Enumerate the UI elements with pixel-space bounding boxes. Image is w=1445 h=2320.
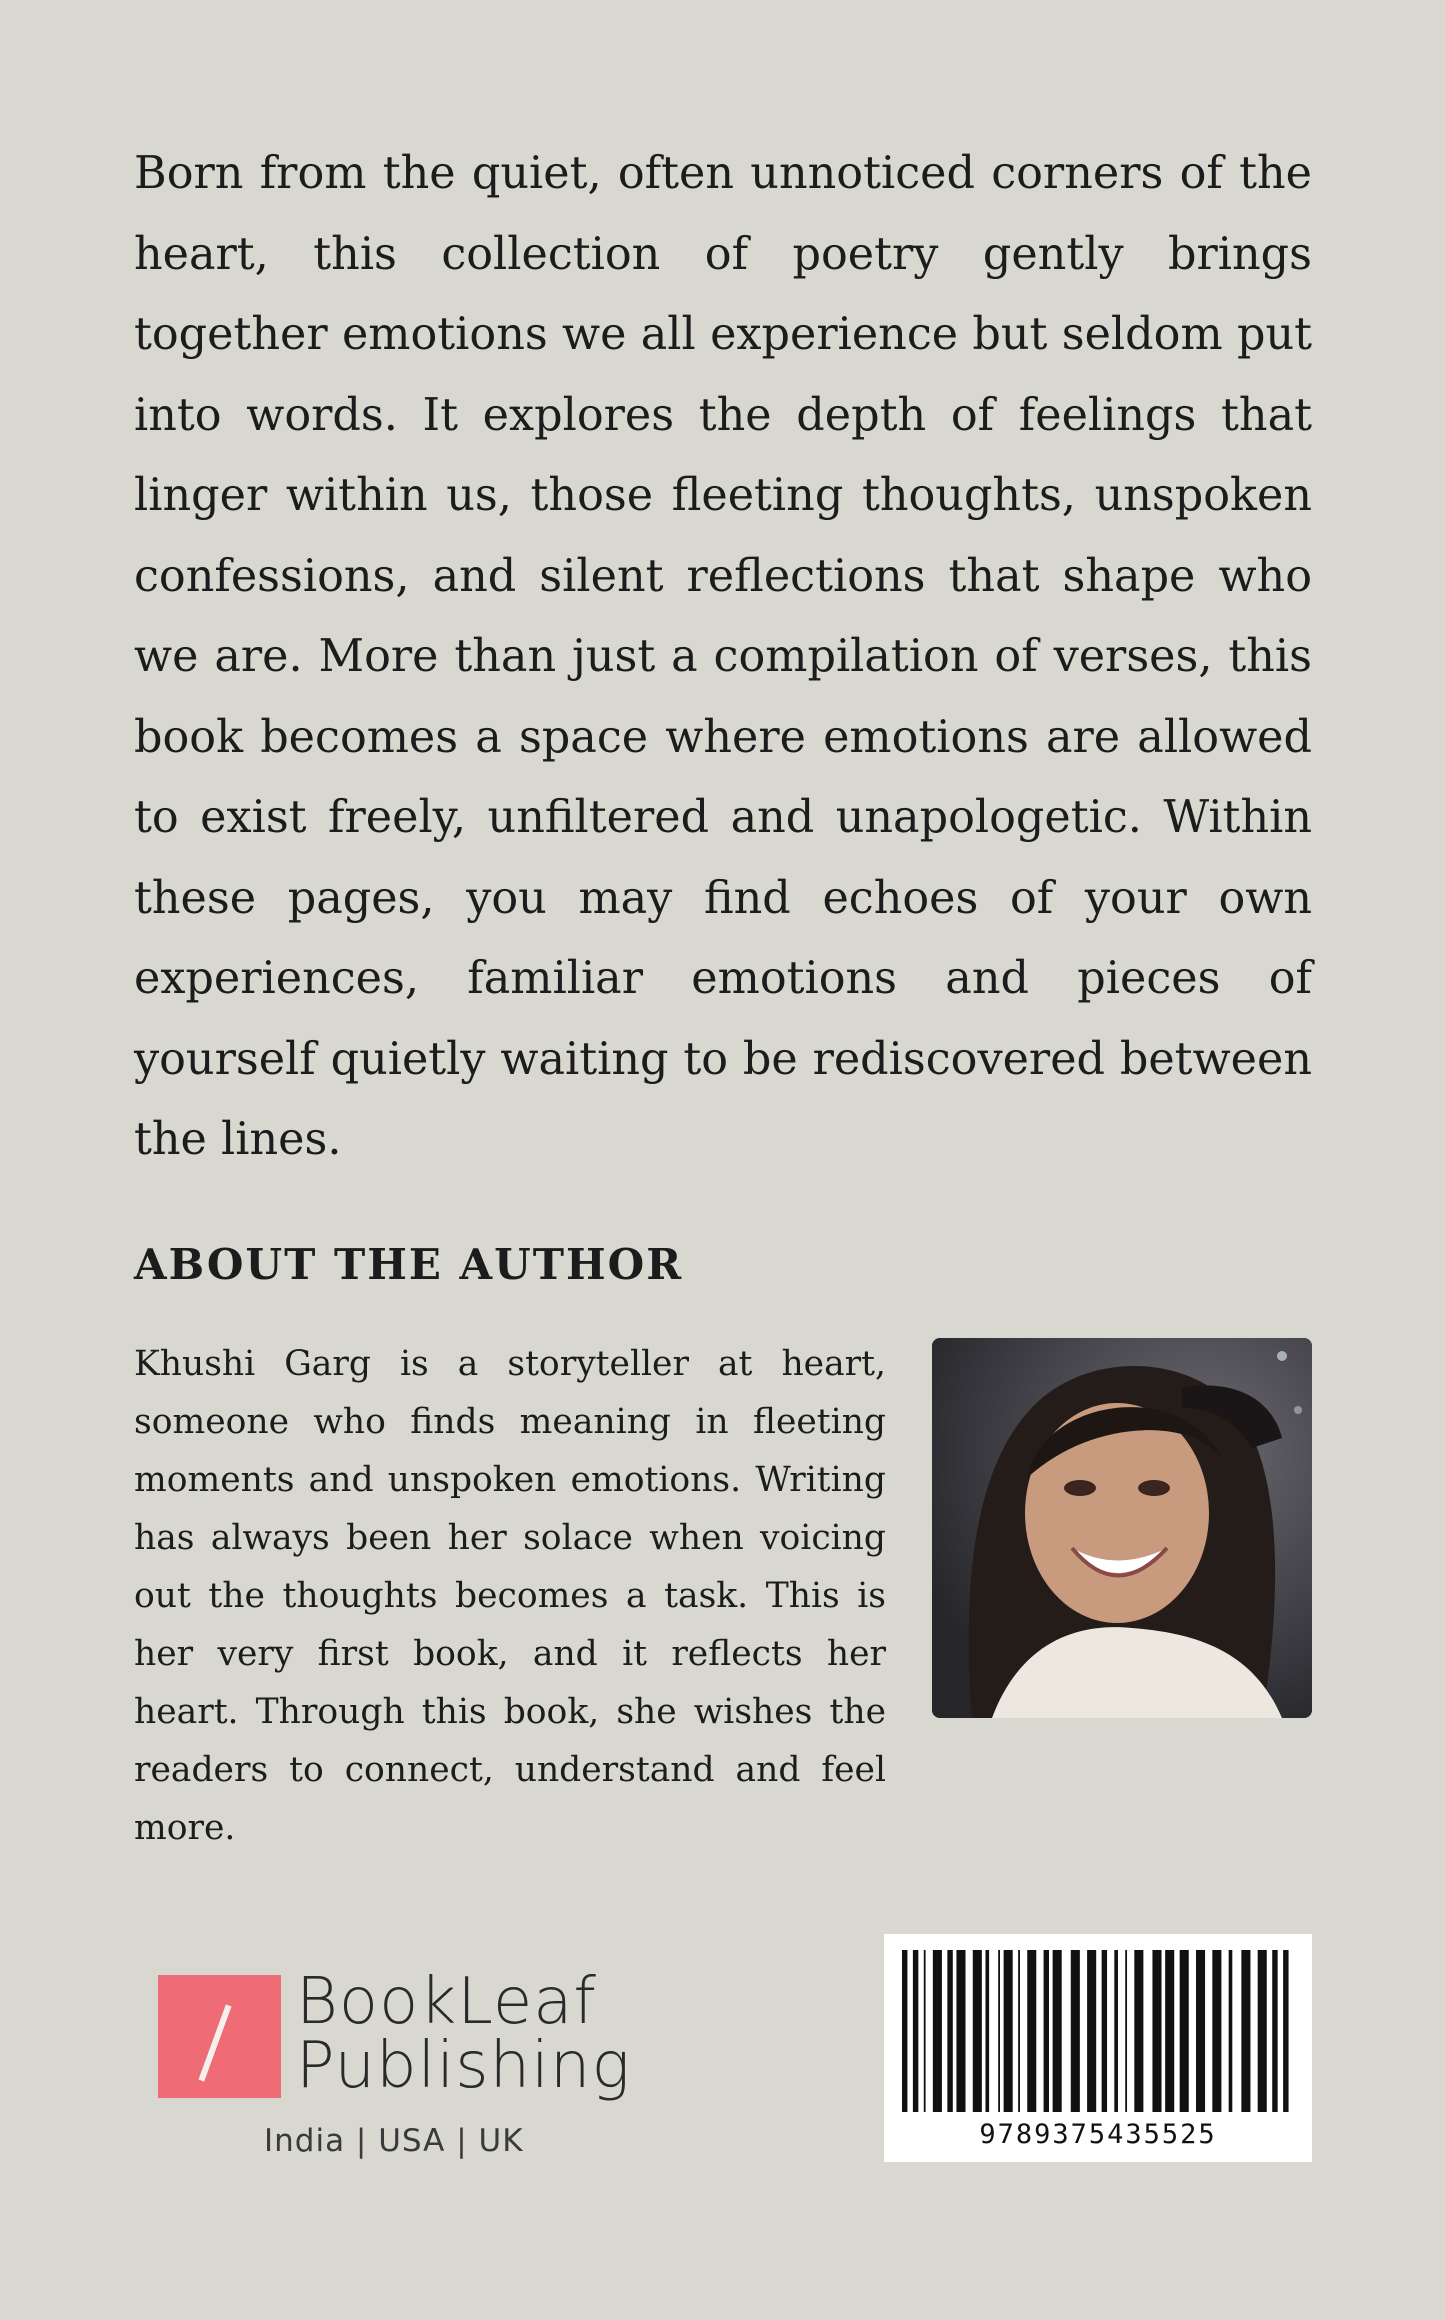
barcode-bar [1044, 1950, 1049, 2112]
barcode-bar [1004, 1950, 1013, 2112]
barcode-bar [1196, 1950, 1205, 2112]
barcode-bar [902, 1950, 907, 2112]
barcode-bar [913, 1950, 918, 2112]
barcode-bar [956, 1950, 965, 2112]
barcode-bar [1212, 1950, 1221, 2112]
barcode-bar [1272, 1950, 1277, 2112]
barcode-bar [1165, 1950, 1174, 2112]
barcode-bar [1027, 1950, 1036, 2112]
barcode-bar [1180, 1950, 1189, 2112]
bookleaf-logo-mark [158, 1975, 281, 2098]
barcode-bar [1102, 1950, 1107, 2112]
barcode-bar [1114, 1950, 1118, 2112]
author-photo [932, 1338, 1312, 1718]
barcode-bar [973, 1950, 982, 2112]
barcode-bars [902, 1950, 1294, 2112]
publisher-name-line1: BookLeaf [296, 1965, 597, 2039]
barcode-bar [1258, 1950, 1267, 2112]
publisher-name-line2: Publishing [296, 2029, 631, 2103]
author-bio: Khushi Garg is a storyteller at heart, someone who finds meaning in fleeting moments and unspoken emotions. Writing has always been her solace when voicing out the thoughts becomes a task. This is her very first book, and it reflects her heart. Through this book, she wishes the readers to connect, understand and feel more. [134, 1344, 886, 1848]
barcode-bar [947, 1950, 952, 2112]
barcode-bar [985, 1950, 989, 2112]
back-cover-blurb: Born from the quiet, often unnoticed corners of the heart, this collection of poetry gently brings together emotions we all experience but seldom put into words. It explores the depth of feelings that linger within us, those fleeting thoughts, unspoken confessions, and silent reflections that shape who we are. More than just a compilation of verses, this book becomes a space where emotions are allowed to exist freely, unfiltered and unapologetic. Within these pages, you may find echoes of your own experiences, familiar emotions and pieces of yourself quietly waiting to be rediscovered between the lines. [134, 148, 1312, 1165]
author-portrait-illustration [932, 1338, 1312, 1718]
barcode-bar [933, 1950, 942, 2112]
barcode-bar [1283, 1950, 1288, 2112]
slash-icon [199, 2004, 232, 2081]
barcode-bar [924, 1950, 926, 2112]
about-author-heading: ABOUT THE AUTHOR [134, 1240, 684, 1289]
barcode-bar [1053, 1950, 1062, 2112]
barcode-bar [1125, 1950, 1127, 2112]
barcode-bar [1087, 1950, 1096, 2112]
barcode-bar [1241, 1950, 1250, 2112]
publisher-logo [158, 1965, 631, 2170]
barcode-bar [1229, 1950, 1233, 2112]
barcode-bar [1134, 1950, 1143, 2112]
barcode-bar [1071, 1950, 1080, 2112]
barcode-bar [1152, 1950, 1161, 2112]
isbn-number: 9789375435525 [979, 2119, 1217, 2150]
barcode-bar [998, 1950, 1000, 2112]
publisher-regions: India | USA | UK [264, 2123, 524, 2159]
isbn-barcode [884, 1934, 1312, 2162]
barcode-bar [1018, 1950, 1020, 2112]
